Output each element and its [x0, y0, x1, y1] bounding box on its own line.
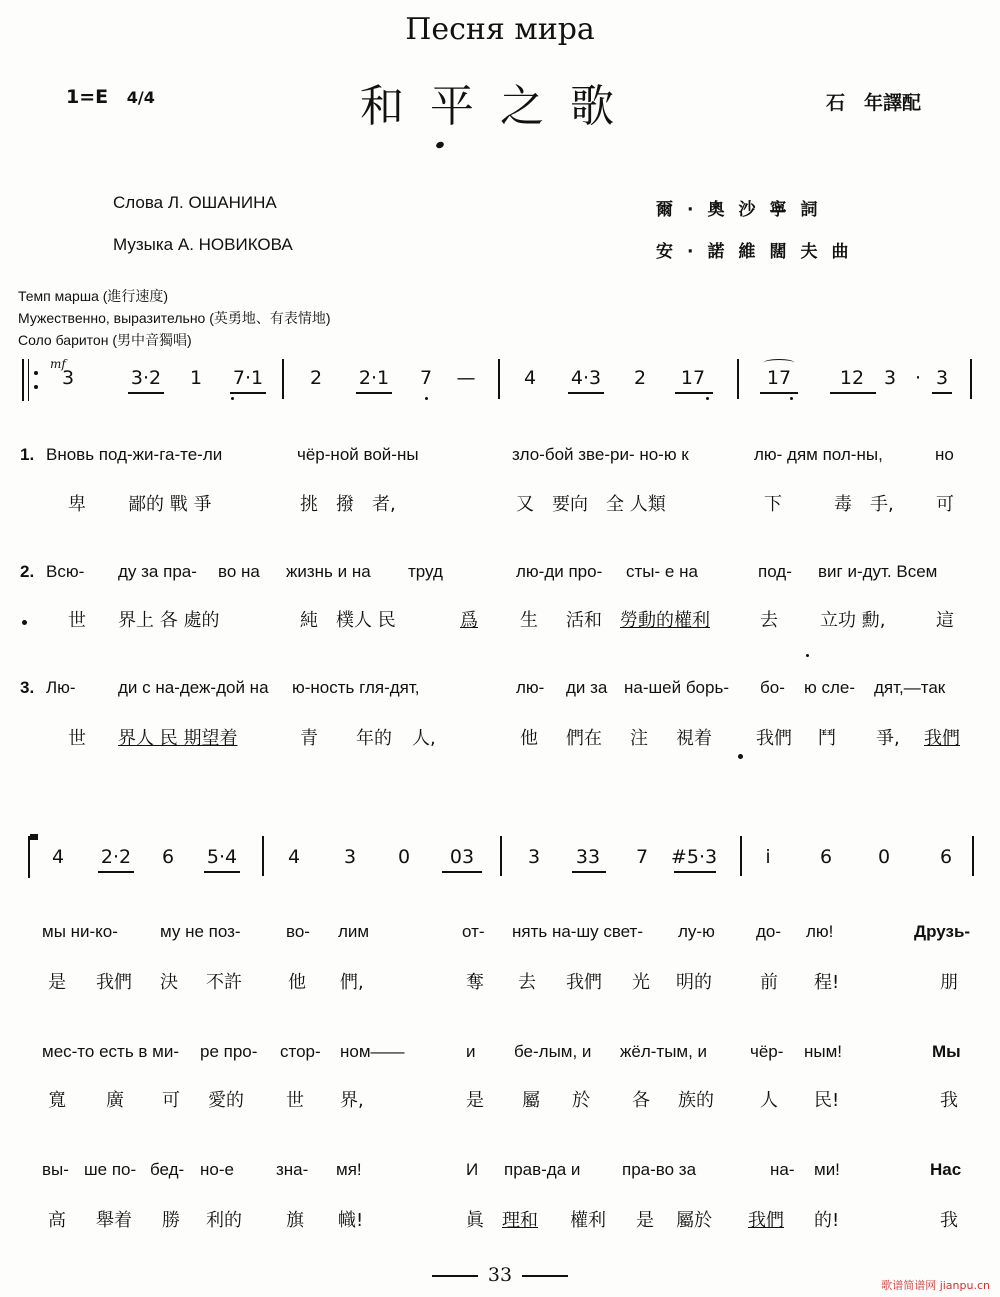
lyric-cn: 眞	[466, 1210, 484, 1231]
lyric-ru: Всю-	[46, 562, 85, 581]
lyric-ru: на-	[770, 1160, 795, 1179]
lyric-ru: вы-	[42, 1160, 69, 1179]
repeat-barline-thick	[22, 359, 24, 401]
lyric-ru: но	[935, 445, 954, 464]
dot-extension: ·	[914, 367, 922, 389]
lyric-cn: 世	[286, 1090, 304, 1111]
page-number	[0, 1264, 1000, 1286]
segno-flag	[30, 834, 38, 840]
lyric-cn: 立功 勳,	[820, 610, 886, 631]
lyric-cn: 我	[940, 1210, 958, 1231]
lyric-ru: лю-ди про-	[516, 562, 603, 581]
beam-underline	[760, 392, 798, 394]
lyric-ru: чёр-	[750, 1042, 784, 1061]
lyric-cn: 我們	[566, 972, 602, 993]
lyric-cn: 是	[466, 1090, 484, 1111]
barline	[737, 359, 739, 399]
lyric-cn: 注	[630, 728, 648, 749]
note: 5·4	[206, 846, 238, 868]
lyric-cn: 愛的	[208, 1090, 244, 1111]
rest: 0	[877, 846, 891, 868]
lower-octave-dot	[231, 397, 234, 400]
lyric-cn: 屬	[522, 1090, 540, 1111]
note: 2·1	[358, 367, 390, 389]
beam-underline	[830, 392, 876, 394]
watermark: 歌谱简谱网 jianpu.cn	[881, 1279, 990, 1292]
lyric-ru: лим	[338, 922, 370, 941]
lyric-cn: 利的	[206, 1210, 242, 1231]
note: 4	[51, 846, 65, 868]
lyric-cn: 活和	[566, 610, 602, 631]
lyric-cn: 明的	[676, 972, 712, 993]
lyric-ru: Нас	[930, 1160, 962, 1179]
ink-speck	[806, 654, 809, 657]
lyric-cn: 可	[936, 494, 954, 515]
note: 1	[189, 367, 203, 389]
lyric-cn: 朋	[940, 972, 958, 993]
lyric-cn: 我們	[756, 728, 792, 749]
page-number-dash-right	[522, 1275, 568, 1277]
rest: 0	[397, 846, 411, 868]
music-credit-cn: 安·諾維闊夫曲	[656, 242, 863, 262]
lyric-cn: 程!	[814, 972, 840, 993]
beam-underline	[932, 392, 952, 394]
lyric-cn: 是	[636, 1210, 654, 1231]
lyric-cn: 民!	[814, 1090, 840, 1111]
lyric-ru: ном——	[340, 1042, 405, 1061]
note: 3·2	[130, 367, 162, 389]
lyric-cn: 權利	[570, 1210, 606, 1231]
lyric-ru: ди за	[566, 678, 608, 697]
beam-underline	[572, 871, 606, 873]
lyric-cn: 青	[300, 728, 318, 749]
lyric-ru: зна-	[276, 1160, 309, 1179]
lyric-ru: ду за пра-	[118, 562, 197, 581]
lyric-ru: от-	[462, 922, 485, 941]
lyric-ru: труд	[408, 562, 443, 581]
lyric-ru: мес-то есть в ми-	[42, 1042, 179, 1061]
note: 3	[61, 367, 75, 389]
lyrics-credit-ru: Слова Л. ОШАНИНА	[113, 193, 277, 212]
lyric-ru: ю-ность гля-дят,	[292, 678, 420, 697]
note: 7	[419, 367, 433, 389]
lyric-cn: 界,	[340, 1090, 364, 1111]
lyric-cn: 旗	[286, 1210, 304, 1231]
beam-underline	[204, 871, 240, 873]
lower-octave-dot	[706, 397, 709, 400]
lyric-ru: стор-	[280, 1042, 321, 1061]
lyric-ru: ным!	[804, 1042, 843, 1061]
note: 3	[883, 367, 897, 389]
lyric-cn: 勞動的權利	[620, 610, 710, 631]
lyric-ru: бо-	[760, 678, 785, 697]
lyric-cn: 各	[632, 1090, 650, 1111]
lyric-cn: 寬	[48, 1090, 66, 1111]
lyric-cn: 光	[632, 972, 650, 993]
note: 2	[633, 367, 647, 389]
lyric-cn: 去	[760, 610, 778, 631]
lyric-cn: 他	[520, 728, 538, 749]
lyric-ru: мы ни-ко-	[42, 922, 118, 941]
voice-marking: Соло баритон (男中音獨唱)	[18, 332, 192, 348]
lyric-cn: 人,	[412, 728, 436, 749]
lyric-cn: 屬於	[676, 1210, 712, 1231]
lyric-ru: ре про-	[200, 1042, 258, 1061]
beam-underline	[230, 392, 266, 394]
note: i	[765, 846, 771, 868]
beam-underline	[675, 392, 713, 394]
lyric-cn: 他	[288, 972, 306, 993]
lyric-ru: бед-	[150, 1160, 185, 1179]
time-signature: 4/4	[126, 88, 155, 107]
lyric-ru: на-шей борь-	[624, 678, 729, 697]
lyric-cn: 爲	[460, 610, 478, 631]
barline	[28, 836, 30, 878]
lyric-ru: виг и-дут. Всем	[818, 562, 938, 581]
lyric-ru: во-	[286, 922, 310, 941]
lyric-ru: ди с на-деж-дой на	[118, 678, 269, 697]
note: 7·1	[232, 367, 264, 389]
lyric-cn: 世	[68, 610, 86, 631]
lyric-cn: 於	[572, 1090, 590, 1111]
lyric-ru: жизнь и на	[286, 562, 371, 581]
barline	[972, 836, 974, 876]
note: 3	[935, 367, 949, 389]
lower-octave-dot	[790, 397, 793, 400]
lyric-ru: му не поз-	[160, 922, 241, 941]
lyric-ru: под-	[758, 562, 792, 581]
lyric-cn: 爭,	[876, 728, 900, 749]
lyric-cn: 生	[520, 610, 538, 631]
music-credit-ru: Музыка А. НОВИКОВА	[113, 235, 293, 254]
note: 4·3	[570, 367, 602, 389]
note: 3	[527, 846, 541, 868]
lyric-cn: 這	[936, 610, 954, 631]
note: 4	[523, 367, 537, 389]
lyric-cn: 界上 各 處的	[118, 610, 220, 631]
lyric-cn: 純 樸人 民	[300, 610, 396, 631]
lyric-ru: сты- е на	[626, 562, 698, 581]
ink-speck	[435, 141, 445, 150]
lyric-cn: 我們	[748, 1210, 784, 1231]
lyric-cn: 們,	[340, 972, 364, 993]
lyric-ru: чёр-ной вой-ны	[297, 445, 419, 464]
lyric-cn: 界人 民 期望着	[118, 728, 238, 749]
repeat-barline-thin	[28, 359, 29, 401]
note: 17	[680, 367, 706, 389]
note: 6	[161, 846, 175, 868]
note: 6	[819, 846, 833, 868]
ink-speck	[738, 754, 743, 759]
barline	[740, 836, 742, 876]
lyric-ru: бе-лым, и	[514, 1042, 592, 1061]
lyric-cn: 決	[160, 972, 178, 993]
ink-speck	[22, 620, 27, 625]
lyric-cn: 人	[760, 1090, 778, 1111]
lyric-ru: лю-	[516, 678, 545, 697]
lyric-ru: ю сле-	[804, 678, 856, 697]
repeat-dot	[34, 385, 38, 389]
lyric-cn: 下	[764, 494, 782, 515]
lyric-cn: 不許	[206, 972, 242, 993]
barline	[498, 359, 500, 399]
lyric-ru: лу-ю	[678, 922, 715, 941]
lyric-cn: 的!	[814, 1210, 840, 1231]
lyric-cn: 世	[68, 728, 86, 749]
lyric-cn: 可	[162, 1090, 180, 1111]
beam-underline	[442, 871, 482, 873]
note: 3	[343, 846, 357, 868]
beam-underline	[356, 392, 392, 394]
lyric-ru: Друзь-	[914, 922, 971, 941]
expression-marking: Мужественно, выразительно (英勇地、有表情地)	[18, 310, 331, 326]
lyric-cn: 又 要向 全 人類	[516, 494, 666, 515]
title-russian: Песня мира	[405, 12, 595, 47]
key-label: 1=E	[66, 86, 109, 108]
tie-arc	[764, 359, 794, 366]
notation-row-1	[0, 355, 1000, 395]
beam-underline	[568, 392, 604, 394]
note: 4	[287, 846, 301, 868]
lyric-ru: нять на-шу свет-	[512, 922, 644, 941]
lyric-ru: лю!	[806, 922, 834, 941]
lyric-cn: 族的	[678, 1090, 714, 1111]
tempo-marking: Темп марша (進行速度)	[18, 288, 169, 304]
lyric-cn: 毒 手,	[834, 494, 894, 515]
lyric-cn: 去	[518, 972, 536, 993]
lyric-cn: 高	[48, 1210, 66, 1231]
lyric-cn: 鬥	[818, 728, 836, 749]
note: 12	[839, 367, 865, 389]
lyric-ru: зло-бой зве-ри- но-ю к	[512, 445, 689, 464]
lyric-ru: лю- дям пол-ны,	[754, 445, 883, 464]
verse-3-number: 3.	[20, 678, 35, 697]
note: 17	[766, 367, 792, 389]
barline	[970, 359, 972, 399]
lyric-cn: 鄙的 戰 爭	[128, 494, 212, 515]
note: 03	[449, 846, 475, 868]
lyric-ru: пра-во за	[622, 1160, 697, 1179]
beam-underline	[674, 871, 716, 873]
lyric-cn: 挑 撥 者,	[300, 494, 396, 515]
lyric-ru: во на	[218, 562, 260, 581]
lyric-cn: 奪	[466, 972, 484, 993]
beam-underline	[128, 392, 164, 394]
note: 2	[309, 367, 323, 389]
translator-credit: 石 年譯配	[826, 92, 922, 114]
lyric-cn: 年的	[356, 728, 392, 749]
verse-2-number: 2.	[20, 562, 35, 581]
lyric-cn: 勝	[162, 1210, 180, 1231]
barline	[262, 836, 264, 876]
lyric-cn: 理和	[502, 1210, 538, 1231]
lyric-ru: ше по-	[84, 1160, 137, 1179]
lyric-cn: 幟!	[338, 1210, 364, 1231]
lyric-cn: 我們	[96, 972, 132, 993]
lower-octave-dot	[425, 397, 428, 400]
lyrics-credit-cn: 爾·奧沙寧詞	[656, 200, 832, 220]
barline	[500, 836, 502, 876]
lyric-cn: 視着	[676, 728, 712, 749]
lyric-ru: но-е	[200, 1160, 234, 1179]
barline	[282, 359, 284, 399]
note: 2·2	[100, 846, 132, 868]
lyric-ru: Мы	[932, 1042, 961, 1061]
title-chinese: 和平之歌	[360, 81, 640, 132]
note: #5·3	[670, 846, 718, 868]
lyric-cn: 們在	[566, 728, 602, 749]
lyric-ru: жёл-тым, и	[620, 1042, 708, 1061]
page-number-dash-left	[432, 1275, 478, 1277]
beam-underline	[98, 871, 134, 873]
lyric-cn: 我	[940, 1090, 958, 1111]
lyric-ru: Лю-	[46, 678, 76, 697]
lyric-cn: 我們	[924, 728, 960, 749]
extension-dash: —	[456, 367, 476, 389]
note: 7	[635, 846, 649, 868]
repeat-dot	[34, 371, 38, 375]
lyric-cn: 是	[48, 972, 66, 993]
lyric-ru: ми!	[814, 1160, 840, 1179]
lyric-ru: Вновь под-жи-га-те-ли	[46, 445, 223, 464]
dynamic-mf: mf	[50, 357, 66, 371]
lyric-ru: мя!	[336, 1160, 362, 1179]
lyric-cn: 舉着	[96, 1210, 132, 1231]
lyric-cn: 卑	[68, 494, 86, 515]
page-number-value: 33	[487, 1264, 513, 1286]
verse-1-number: 1.	[20, 445, 35, 464]
lyric-cn: 前	[760, 972, 778, 993]
lyric-ru: и	[466, 1042, 476, 1061]
lyric-ru: прав-да и	[504, 1160, 581, 1179]
lyric-cn: 廣	[106, 1090, 124, 1111]
lyric-ru: до-	[756, 922, 782, 941]
note: 6	[939, 846, 953, 868]
lyric-ru: дят,—так	[874, 678, 946, 697]
note: 33	[575, 846, 601, 868]
notation-row-2	[0, 832, 1000, 872]
lyric-ru: И	[466, 1160, 479, 1179]
